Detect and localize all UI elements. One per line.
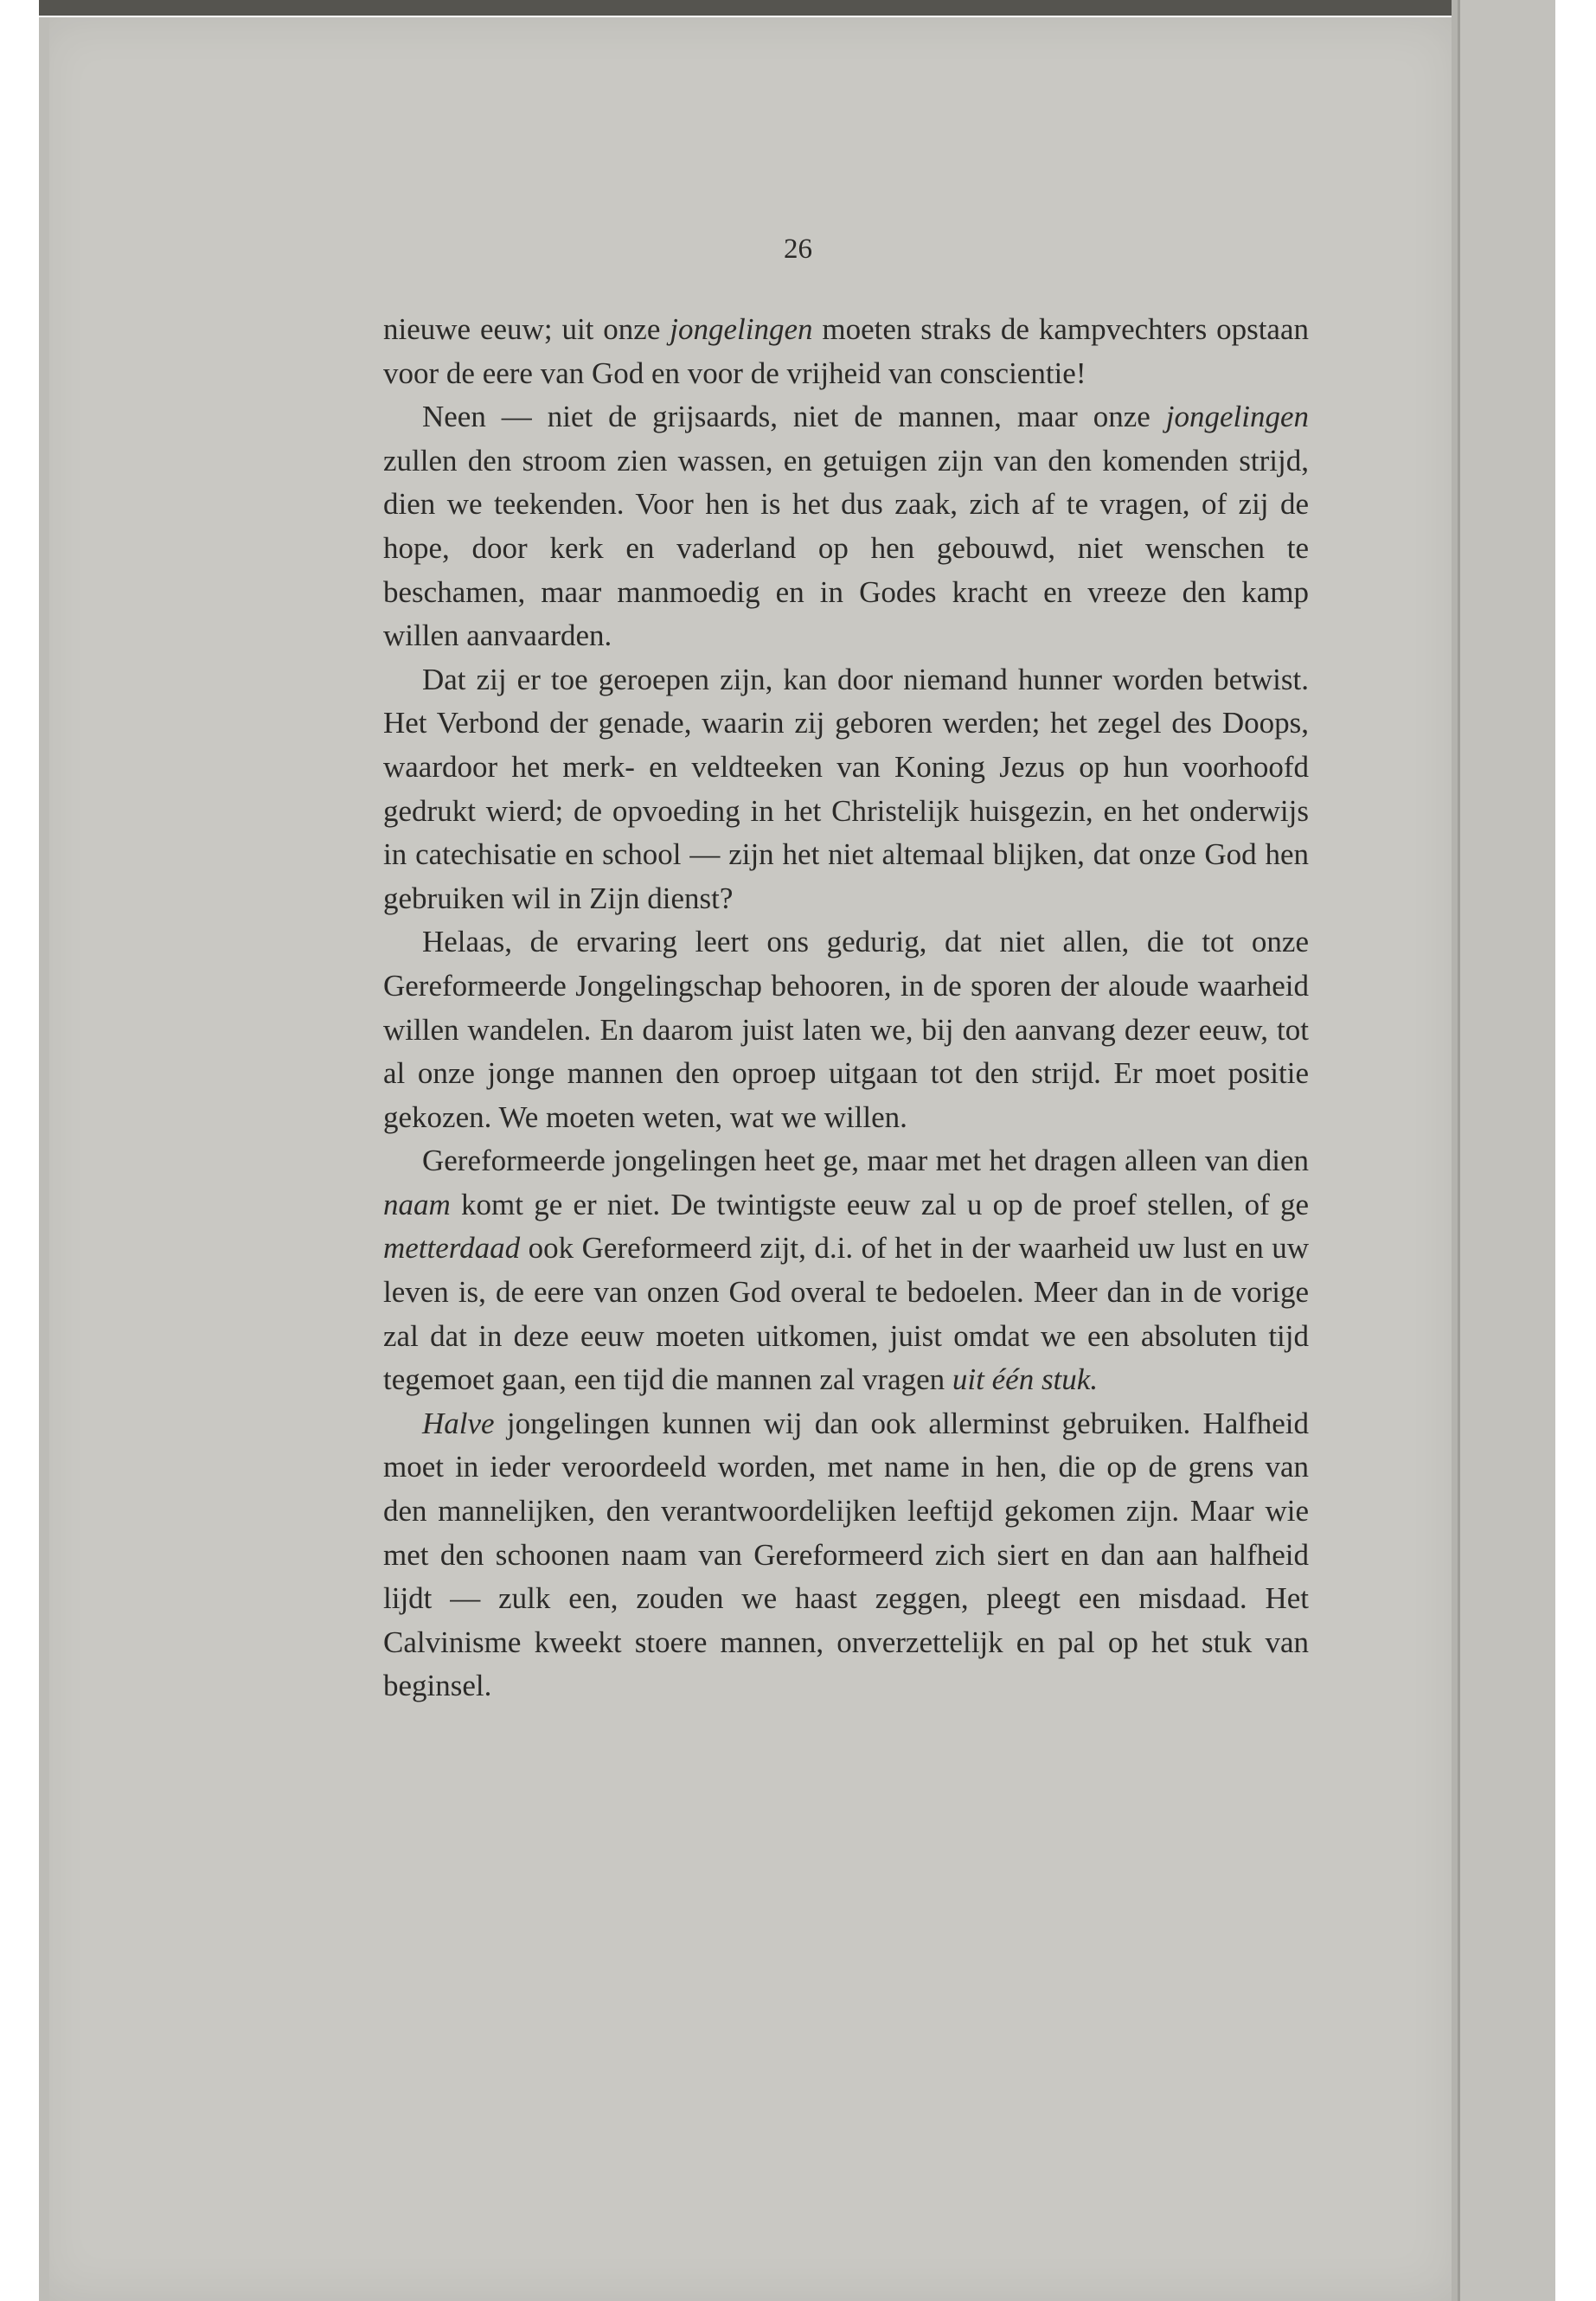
text-segment: Helaas, de ervaring leert ons gedurig, dat niet allen, die tot onze Gereformeerde Jongelingschap behooren, in de sporen der aloude waarheid willen wandelen. En daarom juist laten we, bij den aanvang dezer eeuw, tot al onze jonge mannen den oproep uitgaan tot den strijd. Er moet positie gekozen. We moeten weten, wat we willen. (383, 925, 1309, 1134)
paragraph-1 (383, 308, 1309, 395)
paragraph-5 (383, 1139, 1309, 1402)
paragraph-3 (383, 658, 1309, 921)
scan-top-shadow (39, 0, 1553, 16)
page-number: 26 (784, 234, 812, 265)
italic-segment: jongelingen (670, 312, 813, 346)
text-segment: ook Gereformeerd zijt, d.i. of het in der waarheid uw lust en uw leven is, de eere van onzen God overal te bedoelen. Meer dan in de vorige zal dat in deze eeuw moeten uitkomen, juist omdat we een absoluten tijd tegemoet gaan, een tijd die mannen zal vragen (383, 1231, 1309, 1397)
body-text (383, 308, 1309, 1708)
paragraph-4 (383, 920, 1309, 1139)
italic-segment: Halve (422, 1406, 495, 1440)
text-segment: Dat zij er toe geroepen zijn, kan door niemand hunner worden betwist. Het Verbond der genade, waarin zij geboren werden; het zegel des Doops, waardoor het merk- en veldteeken van Koning Jezus op hun voorhoofd gedrukt wierd; de opvoeding in het Christelijk huisgezin, en het onderwijs in catechisatie en school — zijn het niet altemaal blijken, dat onze God hen gebruiken wil in Zijn dienst? (383, 662, 1309, 915)
text-segment: Gereformeerde jongelingen heet ge, maar met het dragen alleen van dien (422, 1144, 1309, 1178)
text-segment: zullen den stroom zien wassen, en getuigen zijn van den komenden strijd, dien we teekenden. Voor hen is het dus zaak, zich af te vragen, of zij de hope, door kerk en vaderland op hen gebouwd, niet wenschen te beschamen, maar manmoedig en in Godes kracht en vreeze den kamp willen aanvaarden. (383, 443, 1309, 653)
next-page-edge (1458, 0, 1555, 2301)
text-segment: Neen — niet de grijsaards, niet de mannen, maar onze (422, 400, 1166, 434)
italic-segment: metterdaad (383, 1231, 521, 1266)
text-segment: moeten straks de kampvechters opstaan voor de eere van God en voor de vrijheid van conscientie! (383, 312, 1310, 390)
paper-left-edge (39, 17, 49, 2301)
text-segment: komt ge er niet. De twintigste eeuw zal u op de proef stellen, of ge (450, 1187, 1309, 1221)
text-segment: nieuwe eeuw; uit onze (383, 312, 670, 346)
paragraph-6 (383, 1402, 1309, 1708)
paragraph-2 (383, 395, 1309, 658)
italic-segment: naam (383, 1187, 451, 1221)
italic-segment: uit één stuk. (952, 1362, 1099, 1397)
text-segment: jongelingen kunnen wij dan ook allerminst gebruiken. Halfheid moet in ieder veroordeeld worden, met name in hen, die op de grens van den mannelijken, den verantwoordelijken leeftijd gekomen zijn. Maar wie met den schoonen naam van Gereformeerd zich siert en dan aan halfheid lijdt — zulk een, zouden we haast zeggen, pleegt een misdaad. Het Calvinisme kweekt stoere mannen, onverzettelijk en pal op het stuk van beginsel. (383, 1406, 1309, 1703)
italic-segment: jongelingen (1165, 400, 1309, 434)
